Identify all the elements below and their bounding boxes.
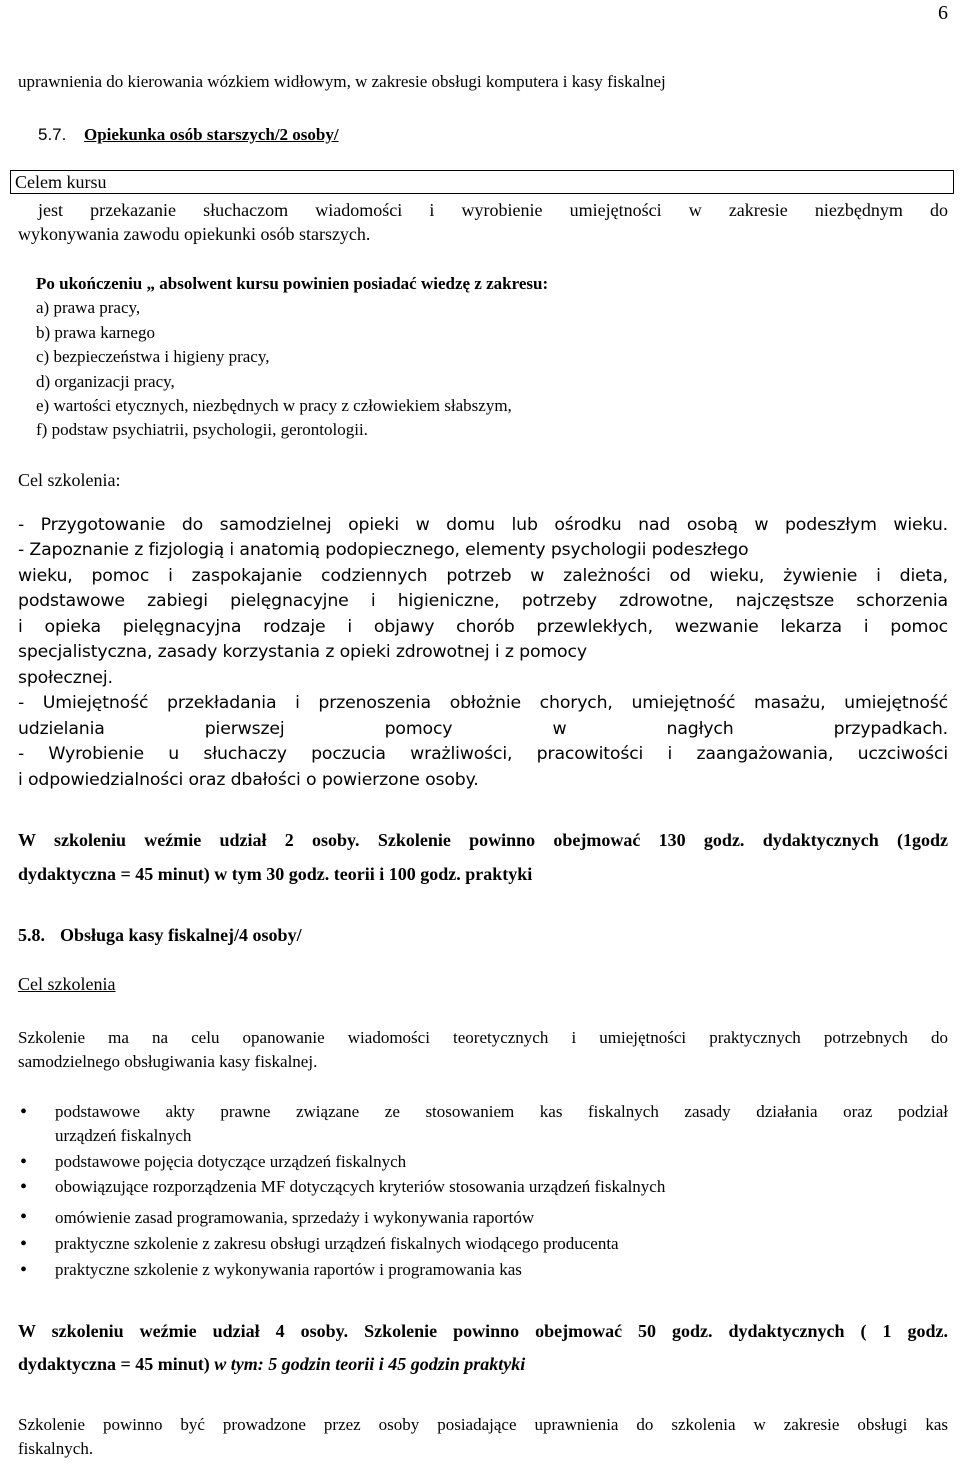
training-goal-line-7: społecznej.	[18, 668, 113, 688]
goal-line-1: jest przekazanie słuchaczom wiadomości i wyrobienie umiejętności w zakresie niezbędnym do	[38, 200, 948, 220]
bullet-6: praktyczne szkolenie z wykonywania raportów i programowania kas	[55, 1260, 522, 1279]
section-57-title: Opiekunka osób starszych/2 osoby/	[84, 125, 339, 144]
intro-line: uprawnienia do kierowania wózkiem widłowym, w zakresie obsługi komputera i kasy fiskalnej	[18, 72, 666, 91]
training-goal-line-5: i opieka pielęgnacyjna rodzaje i objawy chorób przewlekłych, wezwanie lekarza i pomoc	[18, 617, 948, 637]
bullet-dot: •	[20, 1206, 28, 1228]
knowledge-item-e: e) wartości etycznych, niezbędnych w pracy z człowiekiem słabszym,	[36, 396, 512, 415]
bullet-dot: •	[20, 1176, 28, 1198]
bullet-dot: •	[20, 1101, 28, 1123]
training-goal-line-2: - Zapoznanie z fizjologią i anatomią podopiecznego, elementy psychologii podeszłego	[18, 540, 749, 560]
section-57-number: 5.7.	[38, 125, 67, 144]
bullet-3: obowiązujące rozporządzenia MF dotyczących kryteriów stosowania urządzeń fiskalnych	[55, 1177, 666, 1196]
section-57-summary-1: W szkoleniu weźmie udział 2 osoby. Szkolenie powinno obejmować 130 godz. dydaktycznych (1godz	[18, 830, 948, 850]
section-57-summary-2: dydaktyczna = 45 minut) w tym 30 godz. teorii i 100 godz. praktyki	[18, 864, 533, 884]
knowledge-item-c: c) bezpieczeństwa i higieny pracy,	[36, 347, 270, 366]
closing-line-2: fiskalnych.	[18, 1439, 94, 1458]
knowledge-item-b: b) prawa karnego	[36, 323, 155, 342]
section-58-goal-heading: Cel szkolenia	[18, 974, 116, 994]
knowledge-item-d: d) organizacji pracy,	[36, 372, 175, 391]
bullet-4: omówienie zasad programowania, sprzedaży i wykonywania raportów	[55, 1208, 535, 1227]
bullet-5: praktyczne szkolenie z zakresu obsługi urządzeń fiskalnych wiodącego producenta	[55, 1234, 619, 1253]
section-58-number: 5.8.	[18, 925, 45, 945]
knowledge-item-f: f) podstaw psychiatrii, psychologii, gerontologii.	[36, 420, 368, 439]
training-goal-line-10: - Wyrobienie u słuchaczy poczucia wrażliwości, pracowitości i zaangażowania, uczciwości	[18, 744, 948, 764]
bullet-dot: •	[20, 1151, 28, 1173]
training-goal-line-1: - Przygotowanie do samodzielnej opieki w domu lub ośrodku nad osobą w podeszłym wieku.	[18, 515, 948, 535]
page-number: 6	[938, 2, 948, 24]
summary-2-italic: w tym: 5 godzin teorii i 45 godzin praktyki	[209, 1354, 526, 1374]
bullet-1-line-2: urządzeń fiskalnych	[55, 1126, 192, 1145]
training-goal-line-9: udzielania pierwszej pomocy w nagłych przypadkach.	[18, 719, 948, 739]
bullet-2: podstawowe pojęcia dotyczące urządzeń fiskalnych	[55, 1152, 407, 1171]
summary-2-bold: dydaktyczna = 45 minut)	[18, 1354, 210, 1374]
section-58-summary-2	[18, 1352, 525, 1376]
knowledge-heading: Po ukończeniu „ absolwent kursu powinien posiadać wiedzę z zakresu:	[36, 274, 549, 293]
bullet-1-line-1: podstawowe akty prawne związane ze stosowaniem kas fiskalnych zasady działania oraz podział	[55, 1102, 948, 1121]
goal-heading-box	[10, 170, 954, 194]
section-58-summary-1: W szkoleniu weźmie udział 4 osoby. Szkolenie powinno obejmować 50 godz. dydaktycznych ( 1 godz.	[18, 1321, 948, 1341]
training-goal-line-3: wieku, pomoc i zaspokajanie codziennych potrzeb w zależności od wieku, żywienie i dieta,	[18, 566, 948, 586]
goal-line-2: wykonywania zawodu opiekunki osób starszych.	[18, 224, 371, 244]
training-goal-line-8: - Umiejętność przekładania i przenoszenia obłożnie chorych, umiejętność masażu, umiejętność	[18, 693, 948, 713]
bullet-dot: •	[20, 1233, 28, 1255]
section-58-goal-line-2: samodzielnego obsługiwania kasy fiskalnej.	[18, 1052, 318, 1071]
training-goal-line-6: specjalistyczna, zasady korzystania z opieki zdrowotnej i z pomocy	[18, 642, 587, 662]
knowledge-item-a: a) prawa pracy,	[36, 298, 141, 317]
closing-line-1: Szkolenie powinno być prowadzone przez osoby posiadające uprawnienia do szkolenia w zakresie obsługi kas	[18, 1415, 948, 1434]
section-58-goal-line-1: Szkolenie ma na celu opanowanie wiadomości teoretycznych i umiejętności praktycznych potrzebnych do	[18, 1028, 948, 1047]
training-goal-line-4: podstawowe zabiegi pielęgnacyjne i higieniczne, potrzeby zdrowotne, najczęstsze schorzenia	[18, 591, 948, 611]
training-goal-heading: Cel szkolenia:	[18, 470, 121, 490]
bullet-dot: •	[20, 1259, 28, 1281]
training-goal-line-11: i odpowiedzialności oraz dbałości o powierzone osoby.	[18, 770, 479, 790]
goal-heading: Celem kursu	[15, 172, 107, 192]
section-58-title: Obsługa kasy fiskalnej/4 osoby/	[60, 925, 302, 945]
